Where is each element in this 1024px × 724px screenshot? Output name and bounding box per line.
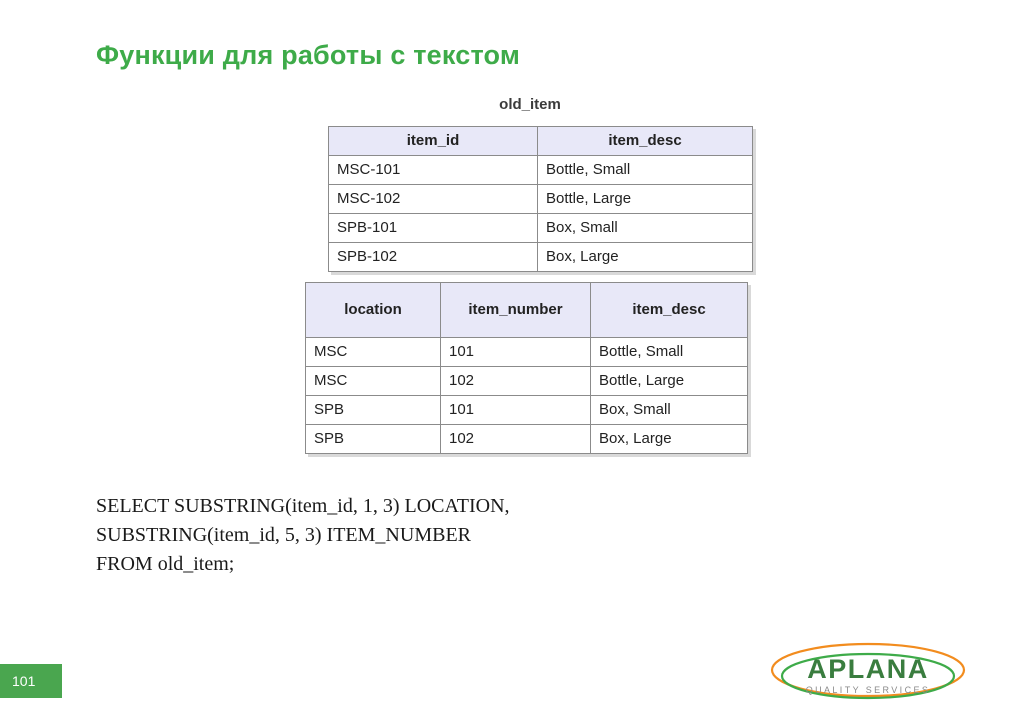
table-row [306,425,748,454]
cell-item-number: 102 [441,425,591,454]
column-header-location: location [306,283,441,338]
cell-item-number: 101 [441,396,591,425]
column-header-item-desc: item_desc [538,127,753,156]
logo-tagline: QUALITY SERVICES [805,685,931,695]
cell-item-id: SPB-102 [329,243,538,272]
table-row [329,185,753,214]
table-row [329,214,753,243]
table-header-row [306,283,748,338]
cell-location: MSC [306,338,441,367]
cell-item-desc: Bottle, Large [538,185,753,214]
cell-item-desc: Box, Large [538,243,753,272]
logo-wordmark: APLANA [807,654,929,684]
sql-line: FROM old_item; [96,553,235,575]
cell-item-desc: Box, Large [591,425,748,454]
cell-item-id: MSC-101 [329,156,538,185]
cell-item-desc: Bottle, Small [591,338,748,367]
cell-item-desc: Box, Small [538,214,753,243]
table-row [306,338,748,367]
table-row [329,243,753,272]
table-row [329,156,753,185]
cell-item-desc: Box, Small [591,396,748,425]
column-header-item-desc: item_desc [591,283,748,338]
cell-item-id: SPB-101 [329,214,538,243]
source-table [328,126,753,272]
sql-query-block [96,492,510,579]
cell-item-id: MSC-102 [329,185,538,214]
cell-item-desc: Bottle, Small [538,156,753,185]
cell-item-number: 101 [441,338,591,367]
result-table [305,282,748,454]
table-header-row [329,127,753,156]
column-header-item-id: item_id [329,127,538,156]
cell-item-desc: Bottle, Large [591,367,748,396]
sql-line: SELECT SUBSTRING(item_id, 1, 3) LOCATION, [96,495,510,517]
table-row [306,396,748,425]
page-number-badge: 101 [0,664,62,698]
cell-location: SPB [306,425,441,454]
cell-location: SPB [306,396,441,425]
source-table-caption: old_item [499,96,561,113]
cell-location: MSC [306,367,441,396]
column-header-item-number: item_number [441,283,591,338]
sql-line: SUBSTRING(item_id, 5, 3) ITEM_NUMBER [96,524,471,546]
table-row [306,367,748,396]
cell-item-number: 102 [441,367,591,396]
page-title: Функции для работы с текстом [96,40,521,70]
aplana-logo [768,636,968,710]
